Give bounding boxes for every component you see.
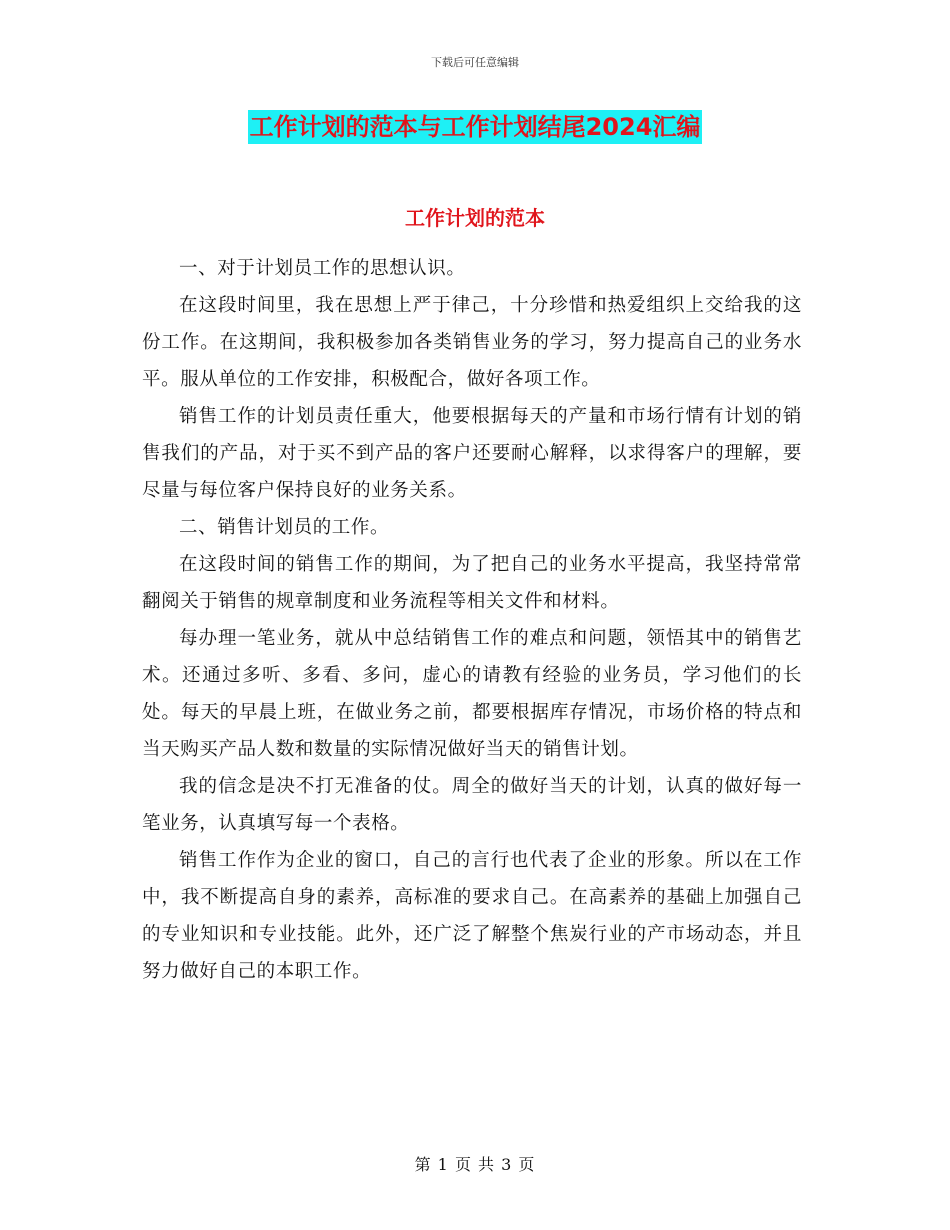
paragraph-7: 我的信念是决不打无准备的仗。周全的做好当天的计划，认真的做好每一笔业务，认真填写每一个表格。 (142, 776, 802, 834)
section-title: 工作计划的范本 (405, 206, 545, 230)
paragraph-4: 二、销售计划员的工作。 (179, 517, 390, 538)
paragraph-6: 每办理一笔业务，就从中总结销售工作的难点和问题，领悟其中的销售艺术。还通过多听、多看、多问，虚心的请教有经验的业务员，学习他们的长处。每天的早晨上班，在做业务之前，都要根据库存情况，市场价格的特点和当天购买产品人数和数量的实际情况做好当天的销售计划。 (142, 628, 802, 760)
document-body (142, 250, 802, 990)
paragraph-1: 一、对于计划员工作的思想认识。 (179, 258, 466, 279)
header-note: 下载后可任意编辑 (431, 56, 519, 69)
document-title-wrap (0, 110, 950, 144)
paragraph-2: 在这段时间里，我在思想上严于律己，十分珍惜和热爱组织上交给我的这份工作。在这期间，我积极参加各类销售业务的学习，努力提高自己的业务水平。服从单位的工作安排，积极配合，做好各项工作。 (142, 295, 802, 390)
paragraph-3: 销售工作的计划员责任重大，他要根据每天的产量和市场行情有计划的销售我们的产品，对于买不到产品的客户还要耐心解释，以求得客户的理解，要尽量与每位客户保持良好的业务关系。 (142, 406, 802, 501)
paragraph-8: 销售工作作为企业的窗口，自己的言行也代表了企业的形象。所以在工作中，我不断提高自身的素养，高标准的要求自己。在高素养的基础上加强自己的专业知识和专业技能。此外，还广泛了解整个焦炭行业的产市场动态，并且努力做好自己的本职工作。 (142, 850, 802, 982)
paragraph-5: 在这段时间的销售工作的期间，为了把自己的业务水平提高，我坚持常常翻阅关于销售的规章制度和业务流程等相关文件和材料。 (142, 554, 802, 612)
page-footer: 第 1 页 共 3 页 (414, 1155, 536, 1174)
document-title: 工作计划的范本与工作计划结尾2024汇编 (248, 110, 703, 144)
